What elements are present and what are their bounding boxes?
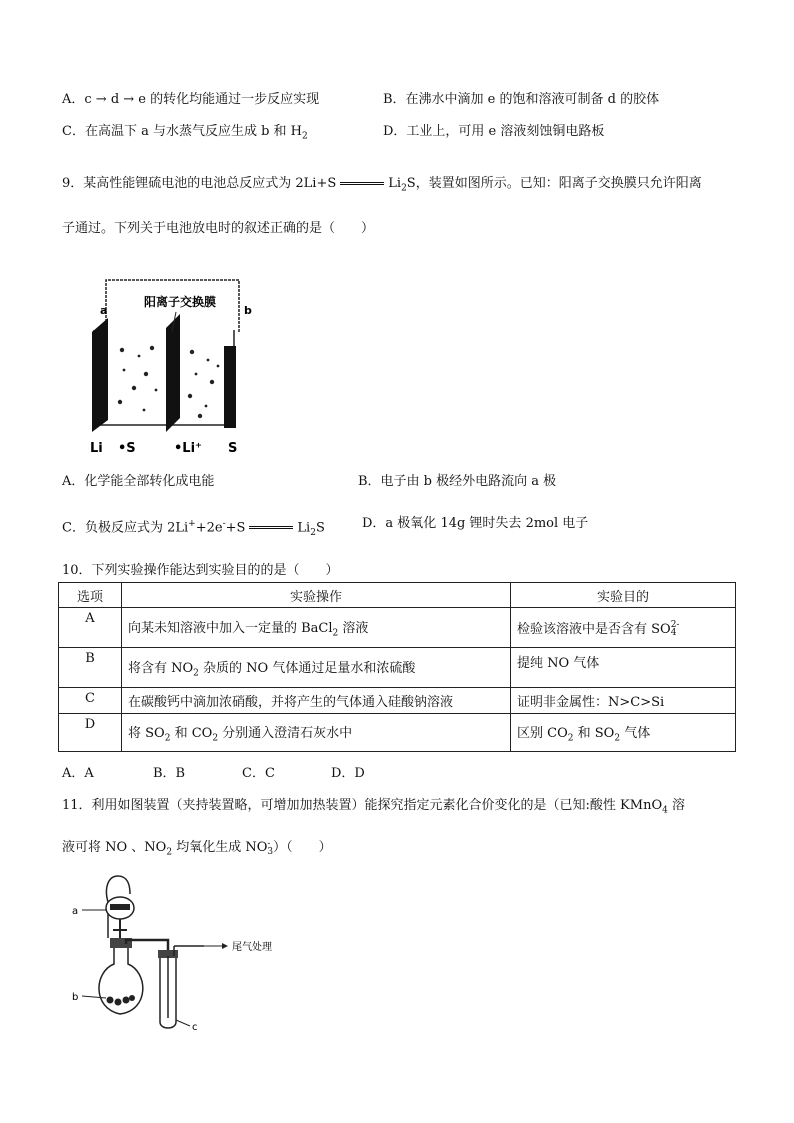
label-b: b [72, 992, 79, 1003]
row-operation: 向某未知溶液中加入一定量的 BaCl$_2$ 溶液 [122, 608, 511, 648]
equals-arrow [249, 526, 293, 529]
q9-stem-line1: 9．某高性能锂硫电池的电池总反应式为 2Li+S $Li_2S$，装置如图所示。已知：阳离子交换膜只允许阳离 [62, 176, 702, 194]
label-li-ion: •Li⁺ [174, 441, 202, 456]
q9-option-a: A．化学能全部转化成电能 [62, 474, 215, 489]
label-b: b [244, 304, 252, 317]
q8-option-d: D．工业上，可用 e 溶液刻蚀铜电路板 [383, 124, 605, 139]
q10-stem: 10．下列实验操作能达到实验目的的是（ ） [62, 563, 339, 578]
table-row [59, 688, 736, 714]
membrane-label: 阳离子交换膜 [144, 295, 217, 309]
label-a: a [72, 906, 79, 917]
row-operation: 在碳酸钙中滴加浓硝酸，并将产生的气体通入硅酸钠溶液 [122, 688, 511, 714]
row-operation: 将含有 $NO_2$ 杂质的 NO 气体通过足量水和浓硫酸 [122, 648, 511, 688]
row-option: A [59, 608, 122, 648]
q10-table [58, 582, 736, 752]
row-goal: 区别 $CO_2$ 和 $SO_2$ 气体 [511, 714, 736, 752]
q9-option-c: C．负极反应式为 2Li++2e-+S $Li_2S$ [62, 519, 325, 538]
electrode-li [92, 318, 108, 432]
q10-answer-c: C．C [242, 766, 275, 781]
q9-option-d: D．a 极氧化 14g 锂时失去 2mol 电子 [362, 516, 589, 531]
row-operation: 将 $SO_2$ 和 $CO_2$ 分别通入澄清石灰水中 [122, 714, 511, 752]
row-goal: 提纯 NO 气体 [511, 648, 736, 688]
row-option: C [59, 688, 122, 714]
row-goal: 检验该溶液中是否含有 SO 2- 4 [511, 608, 736, 648]
arrow-head [222, 943, 228, 949]
q9-stem-line2: 子通过。下列关于电池放电时的叙述正确的是（ ） [62, 221, 375, 236]
round-bottom-flask [99, 948, 143, 1014]
label-s: S [228, 441, 238, 456]
q10-answer-b: B．B [153, 766, 186, 781]
q8-option-b: B．在沸水中滴加 e 的饱和溶液可制备 d 的胶体 [383, 92, 660, 107]
col-goal: 实验目的 [511, 583, 736, 608]
col-operation: 实验操作 [122, 583, 511, 608]
ion-exchange-membrane [166, 314, 180, 432]
label-a: a [100, 304, 108, 317]
row-option: B [59, 648, 122, 688]
q11-stem-line2: 液可将 NO 、$NO_2$ 均氧化生成 NO - 3 ）（ ） [62, 838, 332, 858]
col-option: 选项 [59, 583, 122, 608]
q11-stem-line1: 11．利用如图装置（夹持装置略，可增加加热装置）能探究指定元素化合价变化的是（已知:酸性 KMnO$_4$ 溶 [62, 798, 685, 816]
tail-gas-label: 尾气处理 [232, 942, 272, 953]
cell-container [94, 330, 234, 425]
equals-arrow [340, 182, 384, 185]
q8-option-c: C．在高温下 a 与水蒸气反应生成 b 和 $H_2$ [62, 124, 308, 142]
electrode-s [224, 346, 236, 428]
q9-option-b: B．电子由 b 极经外电路流向 a 极 [358, 474, 557, 489]
q10-answer-d: D．D [331, 766, 365, 781]
row-option: D [59, 714, 122, 752]
table-row [59, 648, 736, 688]
battery-diagram [84, 270, 254, 460]
row-goal: 证明非金属性：N>C>Si [511, 688, 736, 714]
q10-answer-a: A．A [62, 766, 94, 781]
table-header-row [59, 583, 736, 608]
apparatus-diagram [64, 868, 294, 1036]
table-row [59, 608, 736, 648]
table-row [59, 714, 736, 752]
label-li: Li [90, 441, 103, 456]
q8-option-a: A．c → d → e 的转化均能通过一步反应实现 [62, 92, 320, 107]
label-s-legend: •S [118, 441, 136, 456]
label-c: c [192, 1022, 198, 1033]
